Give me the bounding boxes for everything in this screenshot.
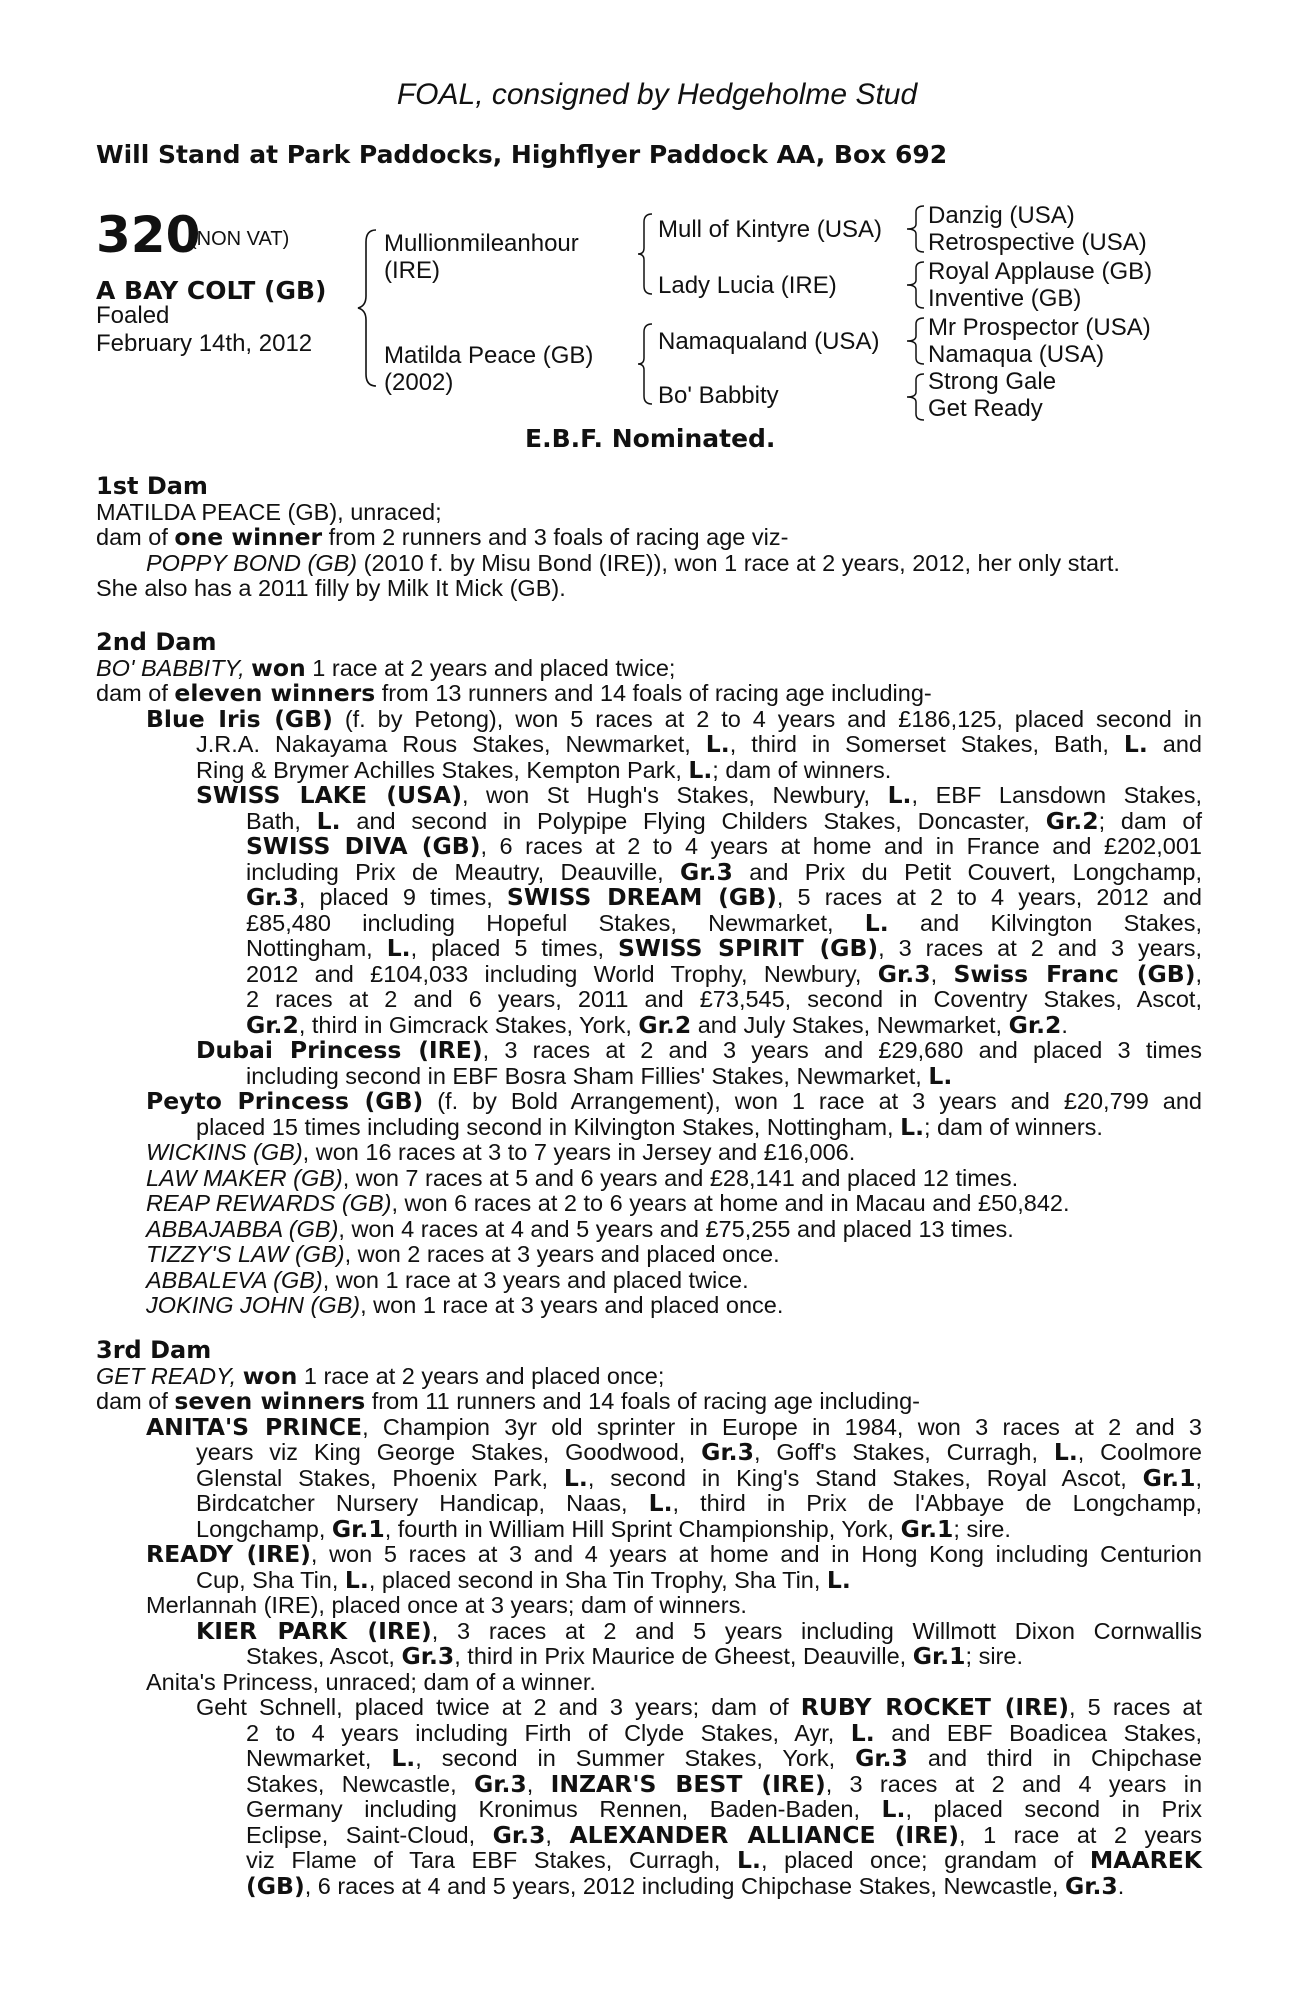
pedigree-brace-gen1 [356, 228, 380, 388]
progeny-line: Gr.3, placed 9 times, SWISS DREAM (GB), 5 races at 2 to 4 years, 2012 and [246, 883, 1202, 911]
progeny-line: Anita's Princess, unraced; dam of a winner. [146, 1668, 596, 1695]
sire-name: Mullionmileanhour [384, 230, 579, 257]
sss: Danzig (USA) [928, 202, 1075, 229]
dam-line: MATILDA PEACE (GB), unraced; [96, 498, 442, 525]
dam-line: dam of eleven winners from 13 runners and 14 foals of racing age including- [96, 679, 932, 707]
progeny-line: Dubai Princess (IRE), 3 races at 2 and 3 years and £29,680 and placed 3 times [196, 1036, 1202, 1064]
pedigree-brace-ss [904, 204, 926, 254]
progeny-line: Peyto Princess (GB) (f. by Bold Arrangement), won 1 race at 3 years and £20,799 and [146, 1087, 1202, 1115]
ddd: Get Ready [928, 395, 1043, 422]
progeny-line: WICKINS (GB), won 16 races at 3 to 7 years in Jersey and £16,006. [146, 1139, 856, 1165]
dds: Strong Gale [928, 368, 1057, 395]
progeny-line: POPPY BOND (GB) (2010 f. by Misu Bond (IRE)), won 1 race at 2 years, 2012, her only start. [146, 549, 1120, 576]
dam-sire: Namaqualand (USA) [658, 328, 880, 355]
progeny-line: Newmarket, L., second in Summer Stakes, York, Gr.3 and third in Chipchase [246, 1744, 1202, 1772]
progeny-line: £85,480 including Hopeful Stakes, Newmarket, L. and Kilvington Stakes, [246, 908, 1202, 937]
sire-dam: Lady Lucia (IRE) [658, 272, 837, 299]
dam-line: GET READY, won 1 race at 2 years and placed once; [96, 1361, 665, 1390]
progeny-line: SWISS LAKE (USA), won St Hugh's Stakes, Newbury, L., EBF Lansdown Stakes, [196, 781, 1202, 809]
progeny-line: TIZZY'S LAW (GB), won 2 races at 3 years and placed once. [146, 1241, 780, 1267]
sdd: Inventive (GB) [928, 285, 1082, 312]
progeny-line: years viz King George Stakes, Goodwood, Gr.3, Goff's Stakes, Curragh, L., Coolmore [196, 1438, 1202, 1466]
lot-name: A BAY COLT (GB) [96, 276, 327, 305]
dam-line: BO' BABBITY, won 1 race at 2 years and placed twice; [96, 653, 676, 682]
section-heading: 2nd Dam [96, 628, 217, 656]
foaled-date: February 14th, 2012 [96, 330, 313, 357]
progeny-line: LAW MAKER (GB), won 7 races at 5 and 6 years and £28,141 and placed 12 times. [146, 1164, 1019, 1191]
progeny-line: JOKING JOHN (GB), won 1 race at 3 years and placed once. [146, 1292, 784, 1318]
progeny-line: 2012 and £104,033 including World Trophy, Newbury, Gr.3, Swiss Franc (GB), [246, 959, 1202, 988]
progeny-line: ABBAJABBA (GB), won 4 races at 4 and 5 years and £75,255 and placed 13 times. [146, 1215, 1014, 1242]
page-title: FOAL, consigned by Hedgeholme Stud [396, 78, 918, 111]
sds: Royal Applause (GB) [928, 258, 1153, 285]
progeny-line: REAP REWARDS (GB), won 6 races at 2 to 6 years at home and in Macau and £50,842. [146, 1190, 1070, 1216]
pedigree-brace-ds [904, 316, 926, 366]
progeny-line: 2 races at 2 and 6 years, 2011 and £73,545, second in Coventry Stakes, Ascot, [246, 986, 1202, 1012]
progeny-line: ANITA'S PRINCE, Champion 3yr old sprinter in Europe in 1984, won 3 races at 2 and 3 [146, 1412, 1202, 1441]
progeny-line: Birdcatcher Nursery Handicap, Naas, L., third in Prix de l'Abbaye de Longchamp, [196, 1489, 1202, 1517]
pedigree-brace-dam [636, 322, 654, 406]
progeny-line: Cup, Sha Tin, L., placed second in Sha Tin Trophy, Sha Tin, L. [196, 1565, 851, 1594]
progeny-line: placed 15 times including second in Kilvington Stakes, Nottingham, L.; dam of winners. [196, 1112, 1103, 1141]
progeny-line: Bath, L. and second in Polypipe Flying Childers Stakes, Doncaster, Gr.2; dam of [246, 806, 1202, 835]
progeny-line: ABBALEVA (GB), won 1 race at 3 years and placed twice. [146, 1266, 749, 1293]
dam-line: She also has a 2011 filly by Milk It Mick (GB). [96, 575, 566, 601]
progeny-line: READY (IRE), won 5 races at 3 and 4 years at home and in Hong Kong including Centurion [146, 1540, 1202, 1568]
progeny-line: Germany including Kronimus Rennen, Baden-Baden, L., placed second in Prix [246, 1795, 1202, 1823]
progeny-line: Eclipse, Saint-Cloud, Gr.3, ALEXANDER ALLIANCE (IRE), 1 race at 2 years [246, 1820, 1202, 1849]
progeny-line: SWISS DIVA (GB), 6 races at 2 to 4 years at home and in France and £202,001 [246, 832, 1202, 860]
pedigree-brace-dd [904, 372, 926, 422]
progeny-line: Nottingham, L., placed 5 times, SWISS SPIRIT (GB), 3 races at 2 and 3 years, [246, 934, 1202, 962]
progeny-line: including Prix de Meautry, Deauville, Gr.3 and Prix du Petit Couvert, Longchamp, [246, 857, 1202, 886]
dsd: Namaqua (USA) [928, 341, 1105, 368]
pedigree-brace-sire [636, 212, 654, 296]
dam-line: dam of seven winners from 11 runners and 14 foals of racing age including- [96, 1387, 920, 1415]
dam-line: dam of one winner from 2 runners and 3 foals of racing age viz- [96, 523, 789, 551]
progeny-line: Ring & Brymer Achilles Stakes, Kempton Park, L.; dam of winners. [196, 755, 892, 784]
first-dam-section [96, 474, 1202, 602]
progeny-line: including second in EBF Bosra Sham Fillies' Stakes, Newmarket, L. [246, 1061, 953, 1090]
section-heading: 1st Dam [96, 472, 208, 500]
sire-sire: Mull of Kintyre (USA) [658, 216, 883, 243]
foaled-label: Foaled [96, 302, 170, 329]
progeny-line: (GB), 6 races at 4 and 5 years, 2012 including Chipchase Stakes, Newcastle, Gr.3. [246, 1871, 1125, 1900]
progeny-line: Geht Schnell, placed twice at 2 and 3 years; dam of RUBY ROCKET (IRE), 5 races at [196, 1693, 1203, 1721]
dam-dam: Bo' Babbity [658, 382, 779, 409]
dam-name: Matilda Peace (GB) [384, 342, 594, 369]
section-heading: 3rd Dam [96, 1336, 212, 1364]
progeny-line: Merlannah (IRE), placed once at 3 years; dam of winners. [146, 1592, 747, 1618]
dam-year: (2002) [384, 369, 454, 396]
progeny-line: Stakes, Newcastle, Gr.3, INZAR'S BEST (IRE), 3 races at 2 and 4 years in [246, 1769, 1203, 1798]
progeny-line: Glenstal Stakes, Phoenix Park, L., second in King's Stand Stakes, Royal Ascot, Gr.1, [196, 1463, 1202, 1492]
progeny-line: 2 to 4 years including Firth of Clyde Stakes, Ayr, L. and EBF Boadicea Stakes, [246, 1718, 1202, 1747]
progeny-line: Gr.2, third in Gimcrack Stakes, York, Gr.2 and July Stakes, Newmarket, Gr.2. [246, 1010, 1068, 1039]
sire-suffix: (IRE) [384, 257, 440, 284]
pedigree-brace-sd [904, 260, 926, 310]
stand-location: Will Stand at Park Paddocks, Highflyer Paddock AA, Box 692 [96, 140, 948, 169]
ssd: Retrospective (USA) [928, 229, 1147, 256]
third-dam-section [96, 1338, 1202, 1899]
dss: Mr Prospector (USA) [928, 314, 1151, 341]
progeny-line: KIER PARK (IRE), 3 races at 2 and 5 years including Willmott Dixon Cornwallis [196, 1616, 1202, 1645]
lot-number: 320 [96, 206, 201, 264]
progeny-line: Stakes, Ascot, Gr.3, third in Prix Maurice de Gheest, Deauville, Gr.1; sire. [246, 1642, 1023, 1670]
progeny-line: Blue Iris (GB) (f. by Petong), won 5 races at 2 to 4 years and £186,125, placed second in [146, 704, 1202, 733]
second-dam-section [96, 630, 1202, 1319]
vat-status: (NON VAT) [190, 228, 290, 250]
progeny-line: J.R.A. Nakayama Rous Stakes, Newmarket, L., third in Somerset Stakes, Bath, L. and [196, 730, 1202, 758]
ebf-nominated: E.B.F. Nominated. [525, 424, 776, 453]
progeny-line: viz Flame of Tara EBF Stakes, Curragh, L., placed once; grandam of MAAREK [246, 1846, 1203, 1874]
progeny-line: Longchamp, Gr.1, fourth in William Hill Sprint Championship, York, Gr.1; sire. [196, 1514, 1011, 1543]
